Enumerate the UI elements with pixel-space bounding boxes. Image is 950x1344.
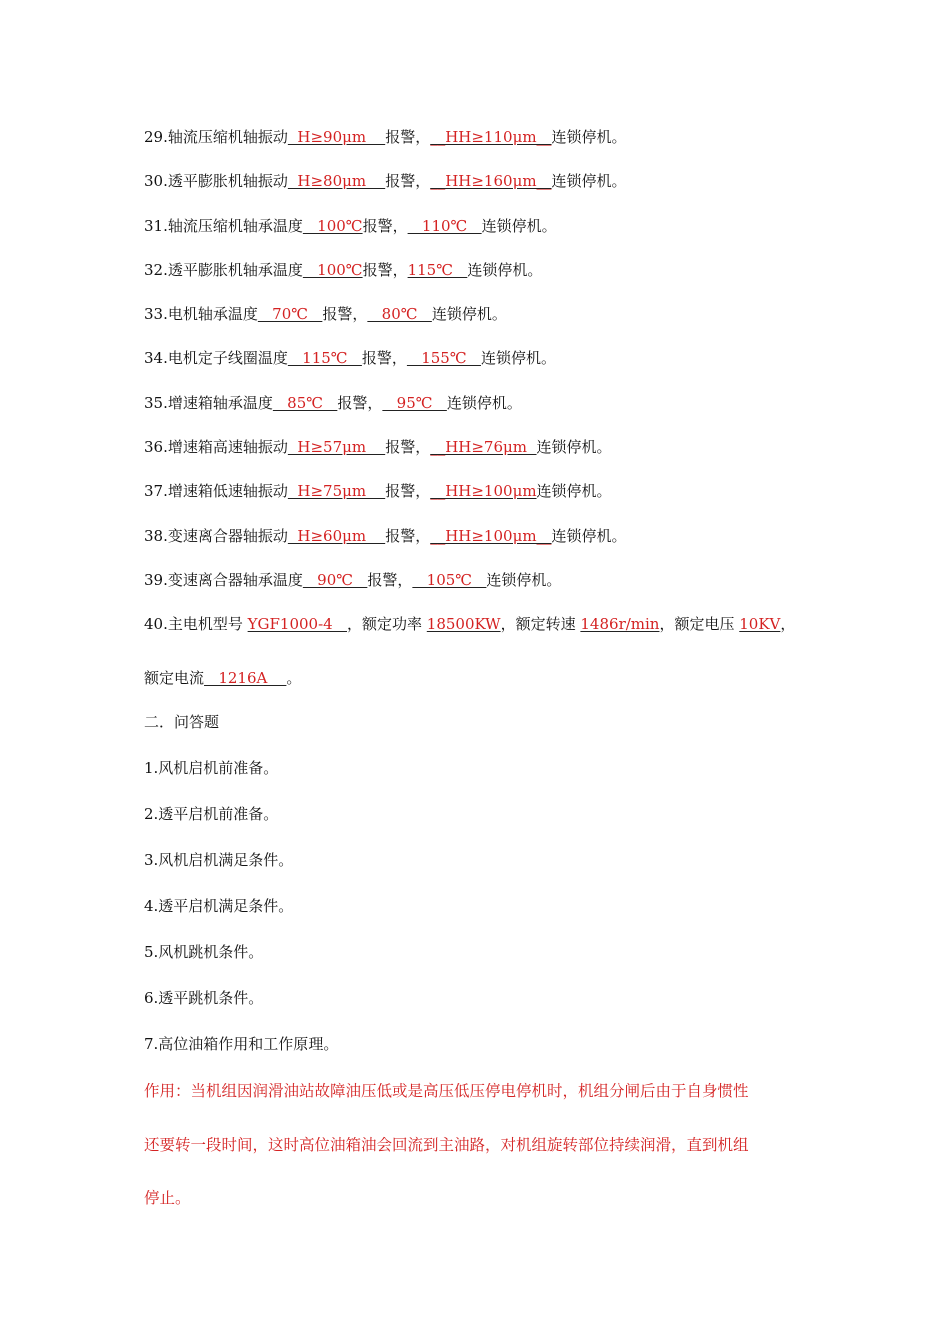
fill-item-7 — [144, 393, 522, 413]
blank-answer: 1216A — [204, 669, 287, 687]
question-text: 38.变速离合器轴振动 — [144, 527, 288, 545]
fill-item-5 — [144, 304, 507, 324]
blank-answer: 1486r/min — [580, 615, 660, 633]
question-text: 连锁停机。 — [481, 217, 557, 235]
question-text: ，额定电压 — [659, 615, 740, 633]
question-text: 37.增速箱低速轴振动 — [144, 482, 288, 500]
question-text: 连锁停机。 — [467, 261, 543, 279]
question-text: ， — [780, 615, 796, 633]
fill-item-12 — [144, 614, 795, 634]
section-title: 二．问答题 — [144, 713, 220, 731]
blank-answer: 110℃ — [407, 217, 482, 235]
question-text: ，额定转速 — [500, 615, 581, 633]
question-text: 报警， — [367, 571, 413, 589]
blank-answer: __HH≥110μm__ — [430, 128, 552, 146]
fill-item-9 — [144, 481, 612, 501]
question-text: 连锁停机。 — [551, 128, 627, 146]
blank-answer: 85℃ — [272, 394, 338, 412]
blank-answer: 18500KW — [426, 615, 501, 633]
answer-line-2: 还要转一段时间，这时高位油箱油会回流到主油路，对机组旋转部位持续润滑，直到机组 — [144, 1136, 749, 1154]
question-text: 报警， — [361, 349, 407, 367]
question-text: 29.轴流压缩机轴振动 — [144, 128, 288, 146]
question-item-6: 6.透平跳机条件。 — [144, 989, 264, 1007]
blank-answer: 155℃ — [406, 349, 481, 367]
blank-answer: H≥75μm — [287, 482, 386, 500]
question-text: 连锁停机。 — [431, 305, 507, 323]
blank-answer: 90℃ — [302, 571, 368, 589]
question-text: 35.增速箱轴承温度 — [144, 394, 273, 412]
fill-item-13 — [144, 668, 301, 688]
question-text: 报警， — [385, 172, 431, 190]
blank-answer: 80℃ — [367, 305, 432, 323]
question-text: 报警， — [337, 394, 383, 412]
question-text: ，额定功率 — [347, 615, 427, 633]
fill-item-11 — [144, 570, 561, 590]
fill-item-1 — [144, 127, 627, 147]
question-text: 连锁停机。 — [551, 172, 627, 190]
question-text: 31.轴流压缩机轴承温度 — [144, 217, 303, 235]
blank-answer: __HH≥100μm__ — [430, 527, 552, 545]
question-item-5: 5.风机跳机条件。 — [144, 943, 264, 961]
blank-answer: 95℃ — [382, 394, 447, 412]
fill-item-10 — [144, 526, 627, 546]
question-item-7: 7.高位油箱作用和工作原理。 — [144, 1035, 339, 1053]
question-text: 报警， — [362, 261, 408, 279]
fill-item-3 — [144, 216, 557, 236]
question-text: 40.主电机型号 — [144, 615, 248, 633]
question-item-1: 1.风机启机前准备。 — [144, 759, 279, 777]
question-text: 39.变速离合器轴承温度 — [144, 571, 303, 589]
question-item-4: 4.透平启机满足条件。 — [144, 897, 294, 915]
blank-answer: 105℃ — [412, 571, 487, 589]
question-text: 连锁停机。 — [486, 571, 562, 589]
blank-answer: __HH≥160μm__ — [430, 172, 552, 190]
question-text: 33.电机轴承温度 — [144, 305, 258, 323]
fill-item-8 — [144, 437, 612, 457]
blank-answer: 100℃ — [302, 217, 363, 235]
blank-answer: __HH≥76μm — [430, 438, 537, 456]
question-text: 连锁停机。 — [536, 482, 612, 500]
question-text: 连锁停机。 — [551, 527, 627, 545]
question-text: 报警， — [385, 482, 431, 500]
question-text: 报警， — [385, 527, 431, 545]
answer-line-3: 停止。 — [144, 1189, 191, 1207]
blank-answer: __HH≥100μm — [430, 482, 537, 500]
blank-answer: 70℃ — [257, 305, 323, 323]
blank-answer: H≥60μm — [287, 527, 386, 545]
blank-answer: 115℃ — [287, 349, 362, 367]
blank-answer: H≥57μm — [287, 438, 386, 456]
question-text: 报警， — [362, 217, 408, 235]
blank-answer: YGF1000-4 — [247, 615, 348, 633]
blank-answer: 115℃ — [407, 261, 468, 279]
question-text: 连锁停机。 — [536, 438, 612, 456]
question-text: 连锁停机。 — [446, 394, 522, 412]
question-text: 30.透平膨胀机轴振动 — [144, 172, 288, 190]
question-text: 报警， — [385, 128, 431, 146]
question-text: 报警， — [385, 438, 431, 456]
blank-answer: 10KV — [739, 615, 781, 633]
question-text: 36.增速箱高速轴振动 — [144, 438, 288, 456]
answer-line-1: 作用：当机组因润滑油站故障油压低或是高压低压停电停机时，机组分闸后由于自身惯性 — [144, 1082, 749, 1100]
question-text: 。 — [286, 669, 302, 687]
fill-item-4 — [144, 260, 542, 280]
blank-answer: H≥80μm — [287, 172, 386, 190]
question-text: 34.电机定子线圈温度 — [144, 349, 288, 367]
blank-answer: H≥90μm — [287, 128, 386, 146]
question-item-2: 2.透平启机前准备。 — [144, 805, 279, 823]
question-item-3: 3.风机启机满足条件。 — [144, 851, 294, 869]
question-text: 32.透平膨胀机轴承温度 — [144, 261, 303, 279]
question-text: 额定电流 — [144, 669, 205, 687]
question-text: 报警， — [322, 305, 368, 323]
fill-item-6 — [144, 348, 556, 368]
fill-item-2 — [144, 171, 627, 191]
question-text: 连锁停机。 — [480, 349, 556, 367]
blank-answer: 100℃ — [302, 261, 363, 279]
